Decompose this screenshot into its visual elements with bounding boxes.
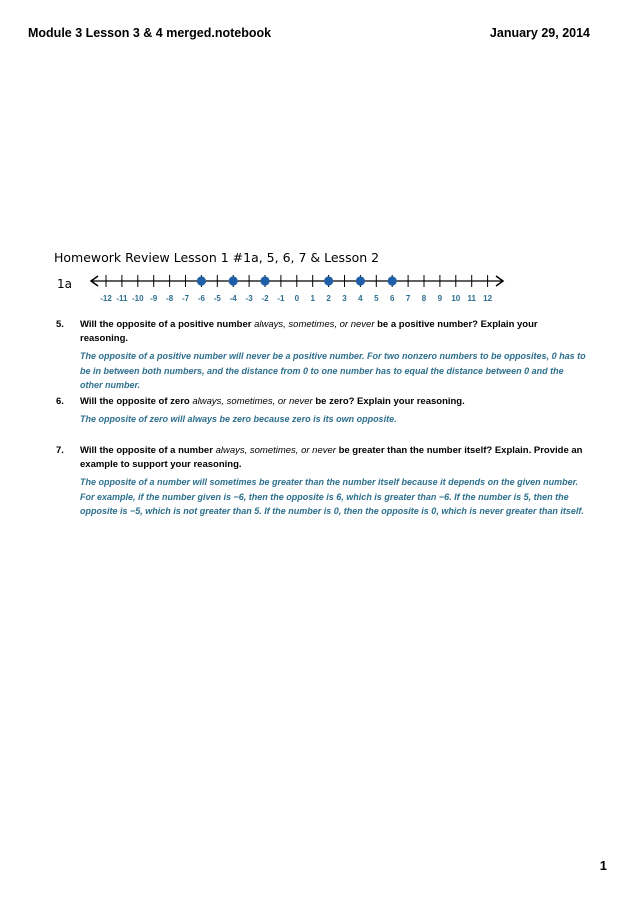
number-line-point	[260, 276, 269, 285]
tick-label: -2	[261, 294, 269, 303]
question-text: Will the opposite of a positive number always, sometimes, or never be a positive number? Explain your reasoning.	[80, 319, 538, 344]
document-title: Module 3 Lesson 3 & 4 merged.notebook	[28, 26, 272, 40]
number-line-point	[356, 276, 365, 285]
answer-text: The opposite of a positive number will never be a positive number. For two nonzero numbers to be opposites, 0 has to be in between both numbers, and the distance from 0 to one number has to equal the distance between 0 and the other number.	[80, 351, 586, 390]
document-date: January 29, 2014	[489, 26, 590, 40]
question-7	[56, 444, 586, 519]
homework-title: Homework Review Lesson 1 #1a, 5, 6, 7 & Lesson 2	[54, 250, 380, 265]
tick-label: 11	[467, 294, 476, 303]
number-line-point	[388, 276, 397, 285]
number-line	[80, 268, 520, 308]
tick-label: 4	[358, 294, 363, 303]
tick-label: -4	[229, 294, 237, 303]
number-line-point	[229, 276, 238, 285]
answer-text: The opposite of zero will always be zero because zero is its own opposite.	[80, 414, 397, 424]
question-number: 6.	[56, 396, 64, 407]
question-text: Will the opposite of a number always, sometimes, or never be greater than the number itself? Explain. Provide an example to support your reasoning.	[80, 445, 583, 470]
tick-label: 5	[374, 294, 379, 303]
tick-label: 2	[326, 294, 331, 303]
tick-label: -12	[100, 294, 112, 303]
tick-label: 12	[483, 294, 493, 303]
tick-label: -6	[197, 294, 205, 303]
question-5	[56, 318, 586, 393]
tick-label: -5	[213, 294, 221, 303]
question-text: Will the opposite of zero always, sometimes, or never be zero? Explain your reasoning.	[80, 396, 465, 407]
tick-label: -7	[181, 294, 190, 303]
tick-label: 1	[310, 294, 315, 303]
tick-label: 7	[405, 294, 411, 303]
tick-label: -9	[150, 294, 158, 303]
number-line-point	[324, 276, 333, 285]
tick-label: -8	[166, 294, 174, 303]
tick-label: -1	[277, 294, 285, 303]
question-6	[56, 395, 586, 427]
number-line-label: 1a	[57, 277, 72, 291]
tick-label: 0	[294, 294, 300, 303]
tick-label: 3	[342, 294, 347, 303]
page-number: 1	[599, 858, 607, 873]
answer-text: The opposite of a number will sometimes be greater than the number itself because it depends on the given number. For example, if the number given is −6, then the opposite is 6, which is greater than −6. If the number is 5, then the opposite is −5, which is not greater than 5. If the number is 0, then the opposite is 0, which is never greater than itself.	[80, 477, 584, 516]
number-line-point	[197, 276, 206, 285]
tick-label: 8	[421, 294, 427, 303]
tick-label: -11	[116, 294, 128, 303]
tick-label: 9	[437, 294, 443, 303]
tick-label: 10	[451, 294, 461, 303]
question-number: 7.	[56, 445, 64, 456]
question-number: 5.	[56, 319, 64, 330]
tick-label: 6	[389, 294, 395, 303]
tick-label: -10	[132, 294, 144, 303]
tick-label: -3	[245, 294, 253, 303]
